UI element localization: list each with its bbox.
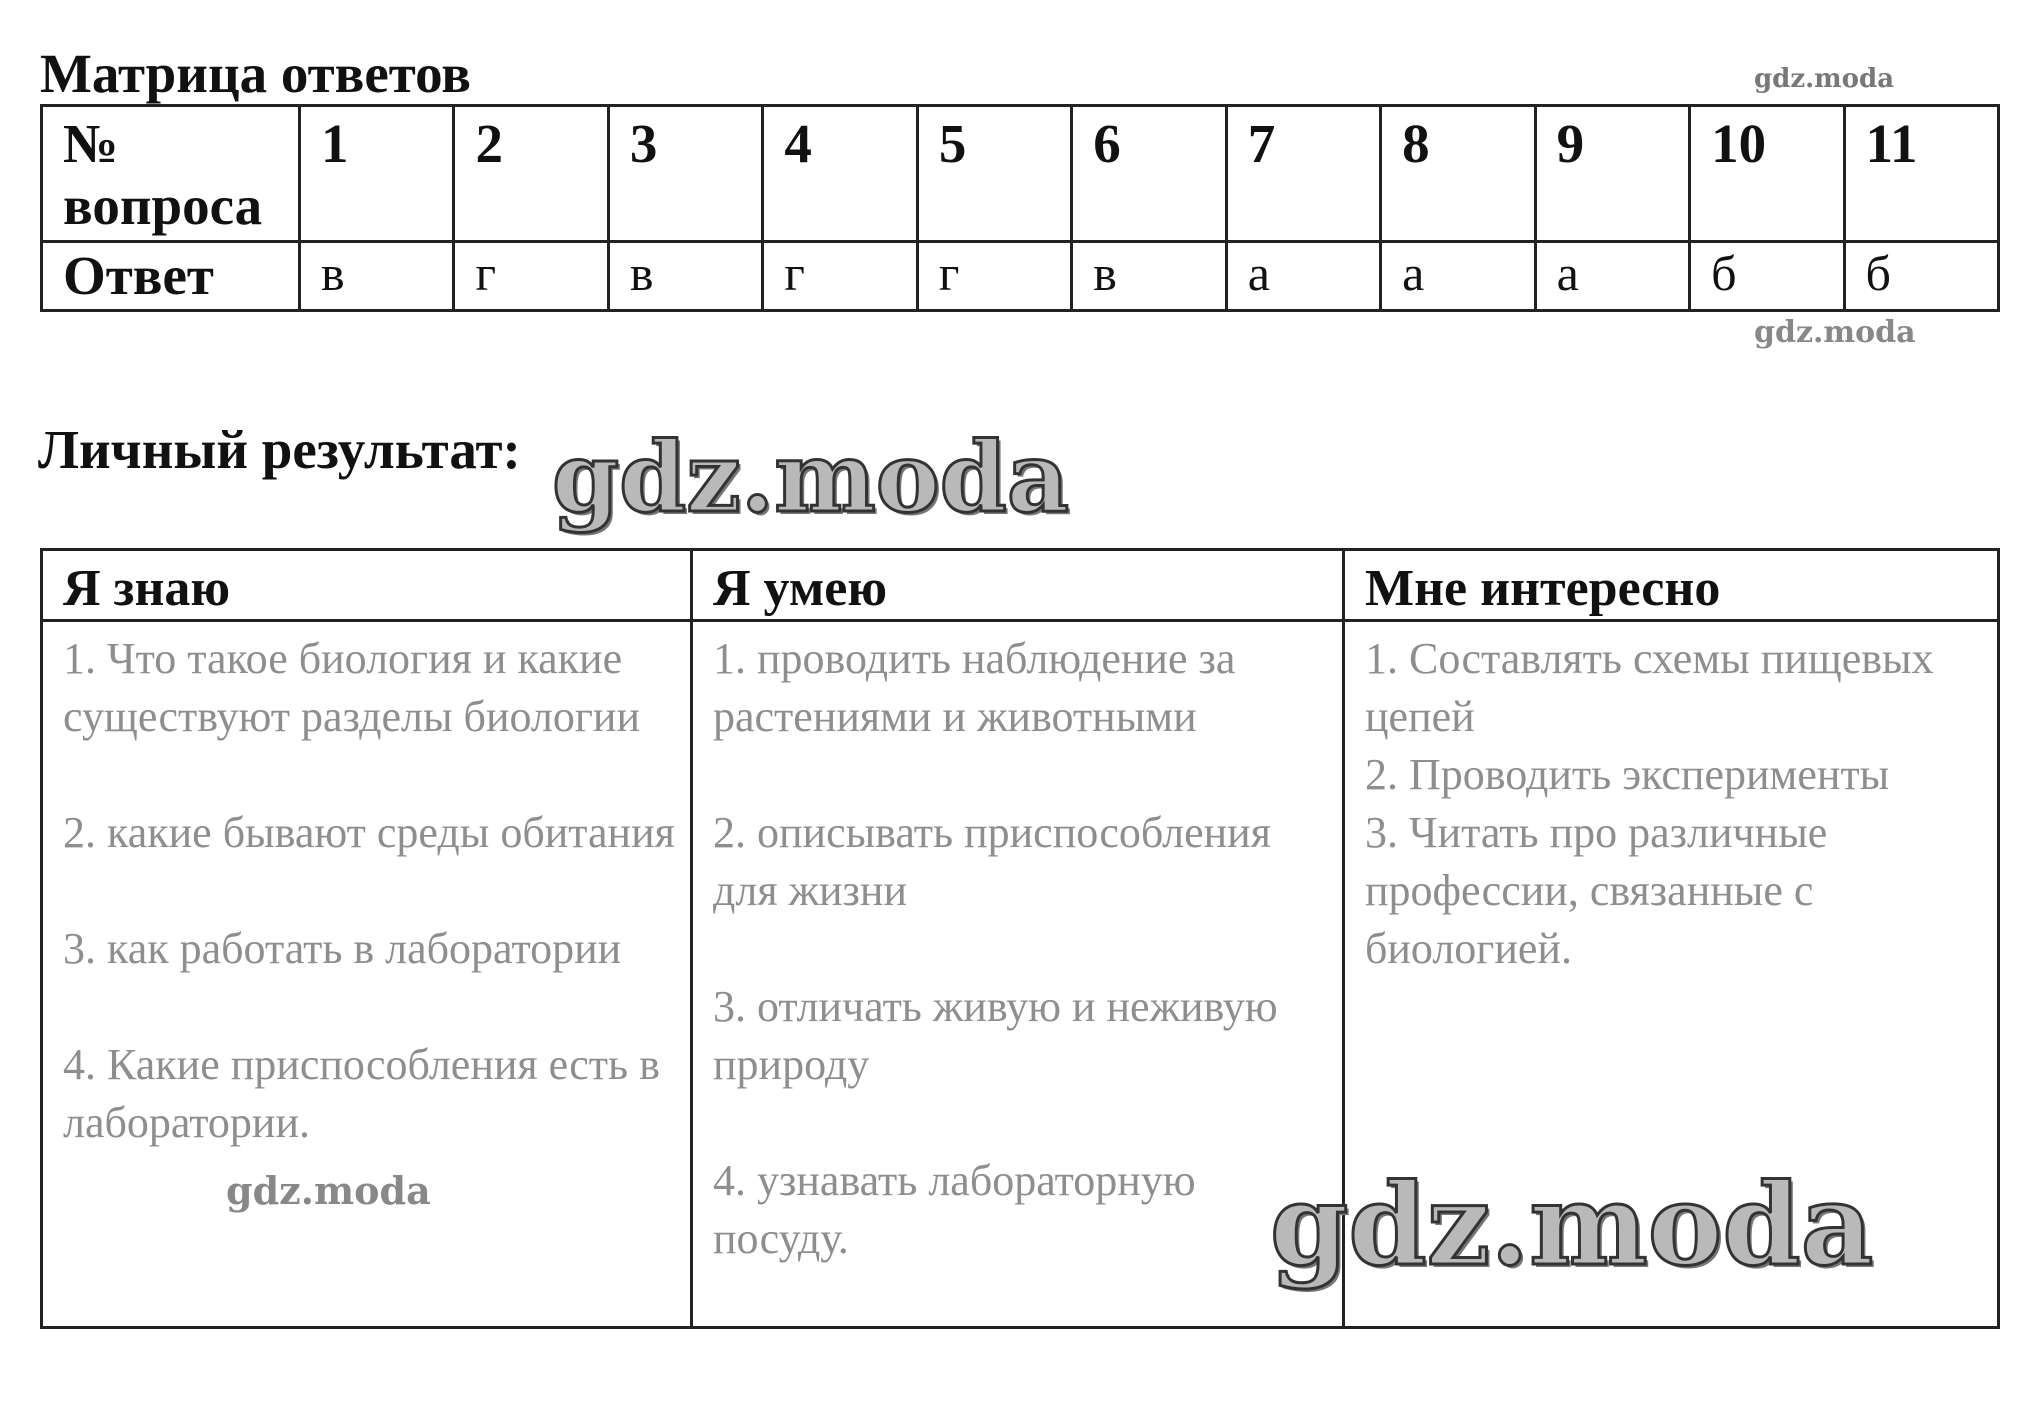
question-number-cell: 5 [917, 106, 1071, 242]
watermark: gdz.moda [226, 1168, 431, 1213]
question-number-cell: 11 [1844, 106, 1998, 242]
watermark: gdz.moda [1754, 315, 1916, 350]
i-know-cell [42, 621, 692, 1328]
question-number-cell: 1 [300, 106, 454, 242]
question-number-cell: 6 [1072, 106, 1226, 242]
question-number-cell: 2 [454, 106, 608, 242]
i-know-item: 3. как работать в лаборатории [63, 924, 622, 973]
question-number-cell: 4 [763, 106, 917, 242]
matrix-title: Матрица ответов [40, 43, 471, 104]
i-can-item: 3. отличать живую и неживую природу [713, 982, 1278, 1089]
i-know-header: Я знаю [42, 550, 692, 621]
answer-cell: б [1690, 242, 1844, 311]
answer-row [42, 242, 1999, 311]
answer-cell: г [763, 242, 917, 311]
i-can-cell [692, 621, 1344, 1328]
answer-cell: г [917, 242, 1071, 311]
watermark: gdz.moda [552, 421, 1070, 534]
answer-cell: в [300, 242, 454, 311]
i-know-item: 1. Что такое биология и какие существуют разделы биологии [63, 634, 641, 741]
i-can-item: 4. узнавать лабораторную посуду. [713, 1156, 1196, 1263]
i-can-header: Я умею [692, 550, 1344, 621]
question-number-cell: 9 [1535, 106, 1689, 242]
answer-cell: в [608, 242, 762, 311]
answer-cell: а [1535, 242, 1689, 311]
interested-header: Мне интересно [1344, 550, 1999, 621]
question-number-cell: 7 [1226, 106, 1380, 242]
interested-item: 1. Составлять схемы пищевых цепей [1365, 634, 1934, 741]
answer-header: Ответ [42, 242, 300, 311]
answer-cell: б [1844, 242, 1998, 311]
interested-item: 2. Проводить эксперименты [1365, 750, 1890, 799]
question-number-cell: 3 [608, 106, 762, 242]
question-number-cell: 10 [1690, 106, 1844, 242]
i-can-item: 1. проводить наблюдение за растениями и животными [713, 634, 1236, 741]
answer-matrix-table [40, 104, 2000, 312]
answer-cell: в [1072, 242, 1226, 311]
watermark: gdz.moda [1754, 64, 1895, 94]
answer-cell: а [1226, 242, 1380, 311]
answer-cell: а [1381, 242, 1535, 311]
i-know-item: 4. Какие приспособления есть в лаборатории. [63, 1040, 660, 1147]
answer-cell: г [454, 242, 608, 311]
i-can-item: 2. описывать приспособления для жизни [713, 808, 1271, 915]
question-number-header: № вопроса [42, 106, 300, 242]
interested-item: 3. Читать про различные профессии, связанные с биологией. [1365, 808, 1828, 973]
watermark: gdz.moda [1270, 1160, 1874, 1291]
question-number-cell: 8 [1381, 106, 1535, 242]
personal-result-header-row [42, 550, 1999, 621]
question-number-row [42, 106, 1999, 242]
personal-result-title: Личный результат: [38, 419, 521, 480]
i-know-item: 2. какие бывают среды обитания [63, 808, 675, 857]
